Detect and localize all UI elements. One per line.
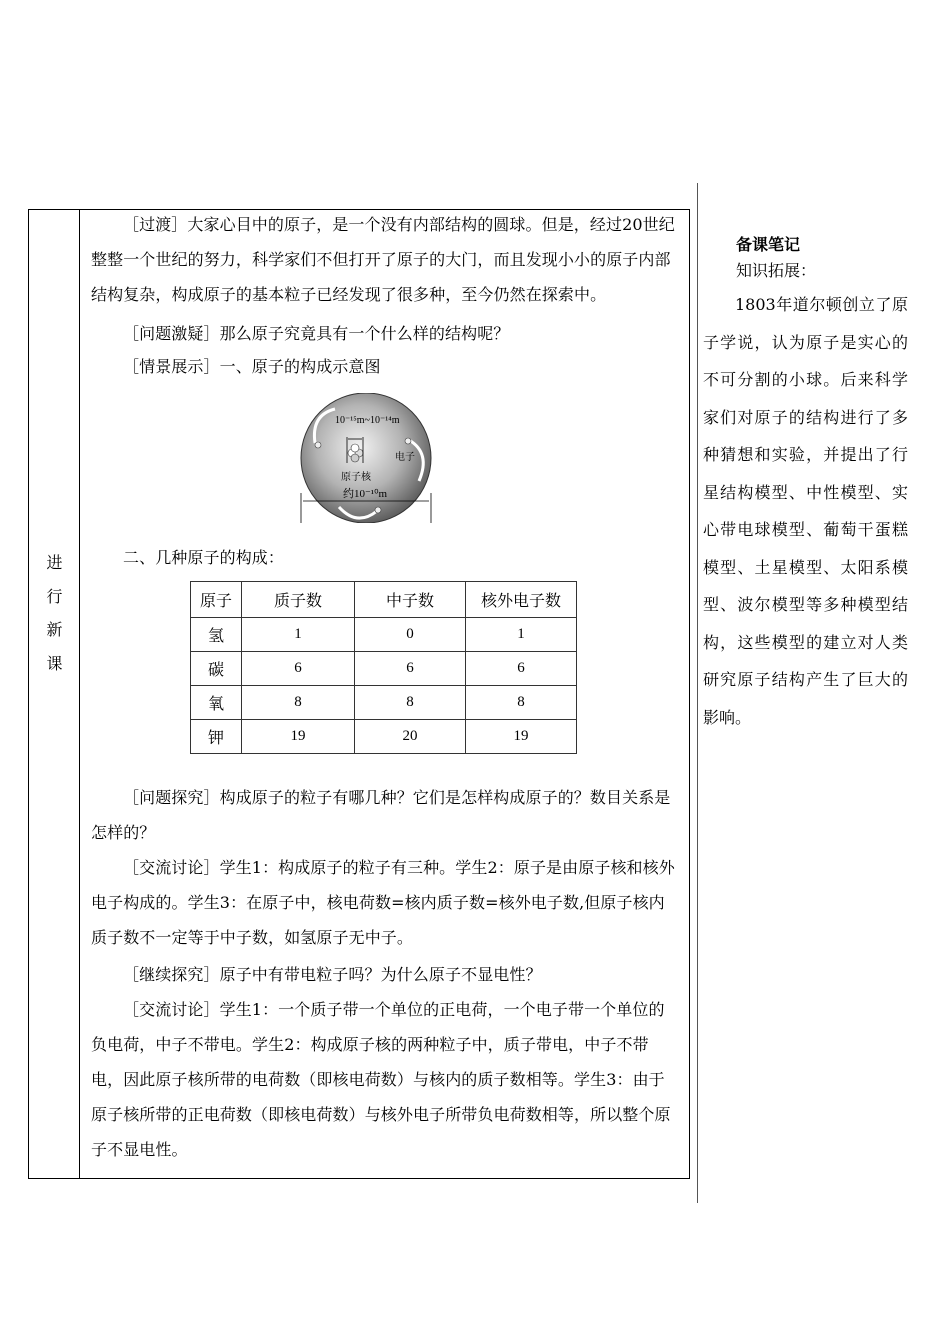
table-cell: 氢 [191,618,242,652]
nucleus-label: 原子核 [341,472,371,483]
table-row [191,720,577,754]
continue-explore-paragraph: ［继续探究］原子中有带电粒子吗？为什么原子不显电性？ [123,965,542,984]
question-paragraph: ［问题激疑］那么原子究竟具有一个什么样的结构呢？ [123,324,510,343]
lesson-notes-panel [703,230,908,736]
lesson-table [28,209,690,1179]
table-cell: 1 [242,618,355,652]
notes-body: 1803年道尔顿创立了原子学说，认为原子是实心的不可分割的小球。后来科学家们对原子的结构进行了多种猜想和实验，并提出了行星结构模型、中性模型、实心带电球模型、葡萄干蛋糕模型、土星模型、太阳系模型、波尔模型等多种模型结构，这些模型的建立对人类研究原子结构产生了巨大的影响。 [703,295,908,727]
table-cell: 1 [466,618,577,652]
scene-paragraph: ［情景展示］一、原子的构成示意图 [123,357,381,376]
table-cell: 0 [355,618,466,652]
atom-composition-table [190,581,577,754]
nucleus-size-label: 10⁻¹⁵m~10⁻¹⁴m [335,415,400,426]
table-cell: 氧 [191,686,242,720]
electron-dot [405,438,411,444]
notes-divider [697,183,698,1203]
table-row [191,652,577,686]
table-cell: 碳 [191,652,242,686]
notes-title: 备课笔记 [736,235,801,254]
section-label-char: 进 [46,553,63,572]
table-row [191,618,577,652]
section-label-cell [29,210,80,1178]
table-header: 质子数 [242,582,355,618]
atom-structure-diagram [291,393,441,523]
table-cell: 8 [466,686,577,720]
discussion-paragraph-1: ［交流讨论］学生1：构成原子的粒子有三种。学生2：原子是由原子核和核外电子构成的。学生3：在原子中，核电荷数=核内质子数=核外电子数,但原子核内质子数不一定等于中子数，如氢原子无中子。 [91,858,675,947]
table-header-row [191,582,577,618]
table-cell: 钾 [191,720,242,754]
electron-label: 电子 [395,452,415,463]
transition-paragraph: ［过渡］大家心目中的原子，是一个没有内部结构的圆球。但是，经过20世纪整整一个世纪的努力，科学家们不但打开了原子的大门，而且发现小小的原子内部结构复杂，构成原子的基本粒子已经发现了很多种，至今仍然在探索中。 [91,215,675,304]
table-header: 原子 [191,582,242,618]
section-label-char: 行 [46,586,63,606]
notes-subtitle: 知识拓展： [736,261,817,280]
table-cell: 8 [242,686,355,720]
table-header: 中子数 [355,582,466,618]
section-label-char: 课 [46,653,63,673]
table-cell: 6 [355,652,466,686]
table-cell: 19 [466,720,577,754]
atom-size-label: 约10⁻¹⁰m [343,488,388,500]
discussion-paragraph-2: ［交流讨论］学生1：一个质子带一个单位的正电荷，一个电子带一个单位的负电荷，中子不带电。学生2：构成原子核的两种粒子中，质子带电，中子不带电，因此原子核所带的电荷数（即核电荷数）与核内的质子数相等。学生3：由于原子核所带的正电荷数（即核电荷数）与核外电子所带负电荷数相等，所以整个原子不显电性。 [91,1000,671,1159]
table-header: 核外电子数 [466,582,577,618]
section-label [29,546,80,680]
table-cell: 19 [242,720,355,754]
electron-dot [375,507,381,513]
electron-dot [315,442,321,448]
table-cell: 6 [466,652,577,686]
lesson-content-cell [81,210,689,1178]
table-cell: 20 [355,720,466,754]
atom-composition-subtitle: 二、几种原子的构成： [123,548,285,567]
table-row [191,686,577,720]
section-label-char: 新 [46,620,63,639]
explore-paragraph: ［问题探究］构成原子的粒子有哪几种？它们是怎样构成原子的？数目关系是怎样的？ [91,788,671,842]
table-cell: 6 [242,652,355,686]
table-cell: 8 [355,686,466,720]
